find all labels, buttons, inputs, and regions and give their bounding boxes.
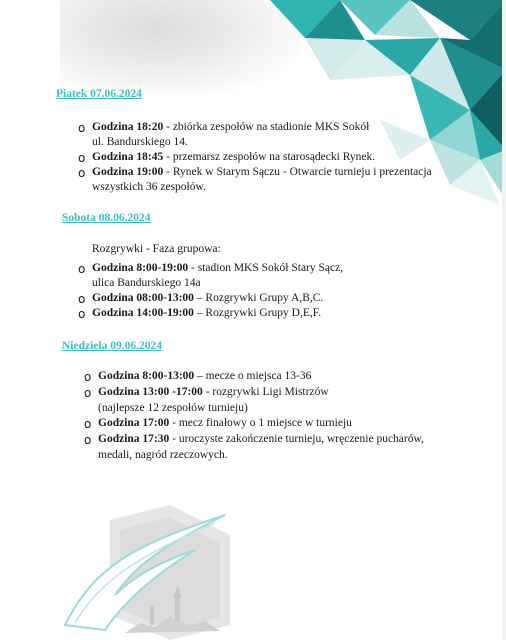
schedule-item [92, 150, 375, 166]
item-time: Godzina 13:00 -17:00 [98, 386, 203, 398]
bullet-icon: o [84, 370, 92, 384]
schedule-item [92, 165, 432, 181]
schedule-item [98, 385, 329, 401]
bullet-icon: o [78, 262, 86, 276]
item-continuation: medali, nagród rzeczowych. [98, 449, 228, 461]
schedule-item [92, 291, 323, 307]
schedule-item [92, 306, 321, 322]
schedule-item [98, 369, 311, 385]
item-time: Godzina 14:00-19:00 [92, 307, 194, 319]
item-text: - przemarsz zespołów na starosądecki Rynek. [163, 151, 376, 163]
bullet-icon: o [84, 417, 92, 431]
item-text: - mecz finałowy o 1 miejsce w turnieju [169, 417, 352, 429]
item-continuation: wszystkich 36 zespołów. [92, 181, 206, 193]
item-time: Godzina 18:45 [92, 151, 164, 163]
bullet-icon: o [84, 386, 92, 400]
item-text: - rozgrywki Ligi Mistrzów [202, 386, 329, 398]
item-time: Godzina 18:20 [92, 121, 164, 133]
schedule-item [98, 432, 424, 448]
page-edge [502, 0, 506, 640]
item-text: - uroczyste zakończenie turnieju, wręczenie pucharów, [169, 433, 424, 445]
item-continuation: ul. Bandurskiego 14. [92, 136, 188, 148]
item-text: - stadion MKS Sokół Stary Sącz, [188, 262, 344, 274]
item-text: – Rozgrywki Grupy D,E,F. [193, 307, 322, 319]
club-logo-watermark [55, 505, 255, 640]
item-text: – Rozgrywki Grupy A,B,C. [193, 292, 324, 304]
bullet-icon: o [84, 433, 92, 447]
item-time: Godzina 8:00-13:00 [98, 370, 195, 382]
item-text: - Rynek w Starym Sączu - Otwarcie turnieju i prezentacja [163, 166, 432, 178]
item-time: Godzina 08:00-13:00 [92, 292, 194, 304]
item-continuation: ulica Bandurskiego 14a [92, 277, 201, 289]
item-text: – mecze o miejsca 13-36 [194, 370, 312, 382]
bullet-icon: o [78, 151, 86, 165]
item-time: Godzina 17:00 [98, 417, 170, 429]
bullet-icon: o [78, 121, 86, 135]
day-heading-friday: Piatek 07.06.2024 [56, 88, 142, 100]
item-time: Godzina 19:00 [92, 166, 164, 178]
day-heading-sunday: Niedziela 09.06.2024 [62, 340, 162, 352]
schedule-item [92, 261, 343, 277]
item-continuation: (najlepsze 12 zespołów turnieju) [98, 402, 248, 414]
item-time: Godzina 17:30 [98, 433, 170, 445]
phase-intro: Rozgrywki - Faza grupowa: [92, 243, 221, 255]
item-text: - zbiórka zespołów na stadionie MKS Sokół [163, 121, 370, 133]
item-time: Godzina 8:00-19:00 [92, 262, 189, 274]
bullet-icon: o [78, 292, 86, 306]
schedule-item [98, 416, 352, 432]
bullet-icon: o [78, 166, 86, 180]
bullet-icon: o [78, 307, 86, 321]
schedule-item [92, 120, 369, 136]
day-heading-saturday: Sobota 08.06.2024 [62, 212, 151, 224]
